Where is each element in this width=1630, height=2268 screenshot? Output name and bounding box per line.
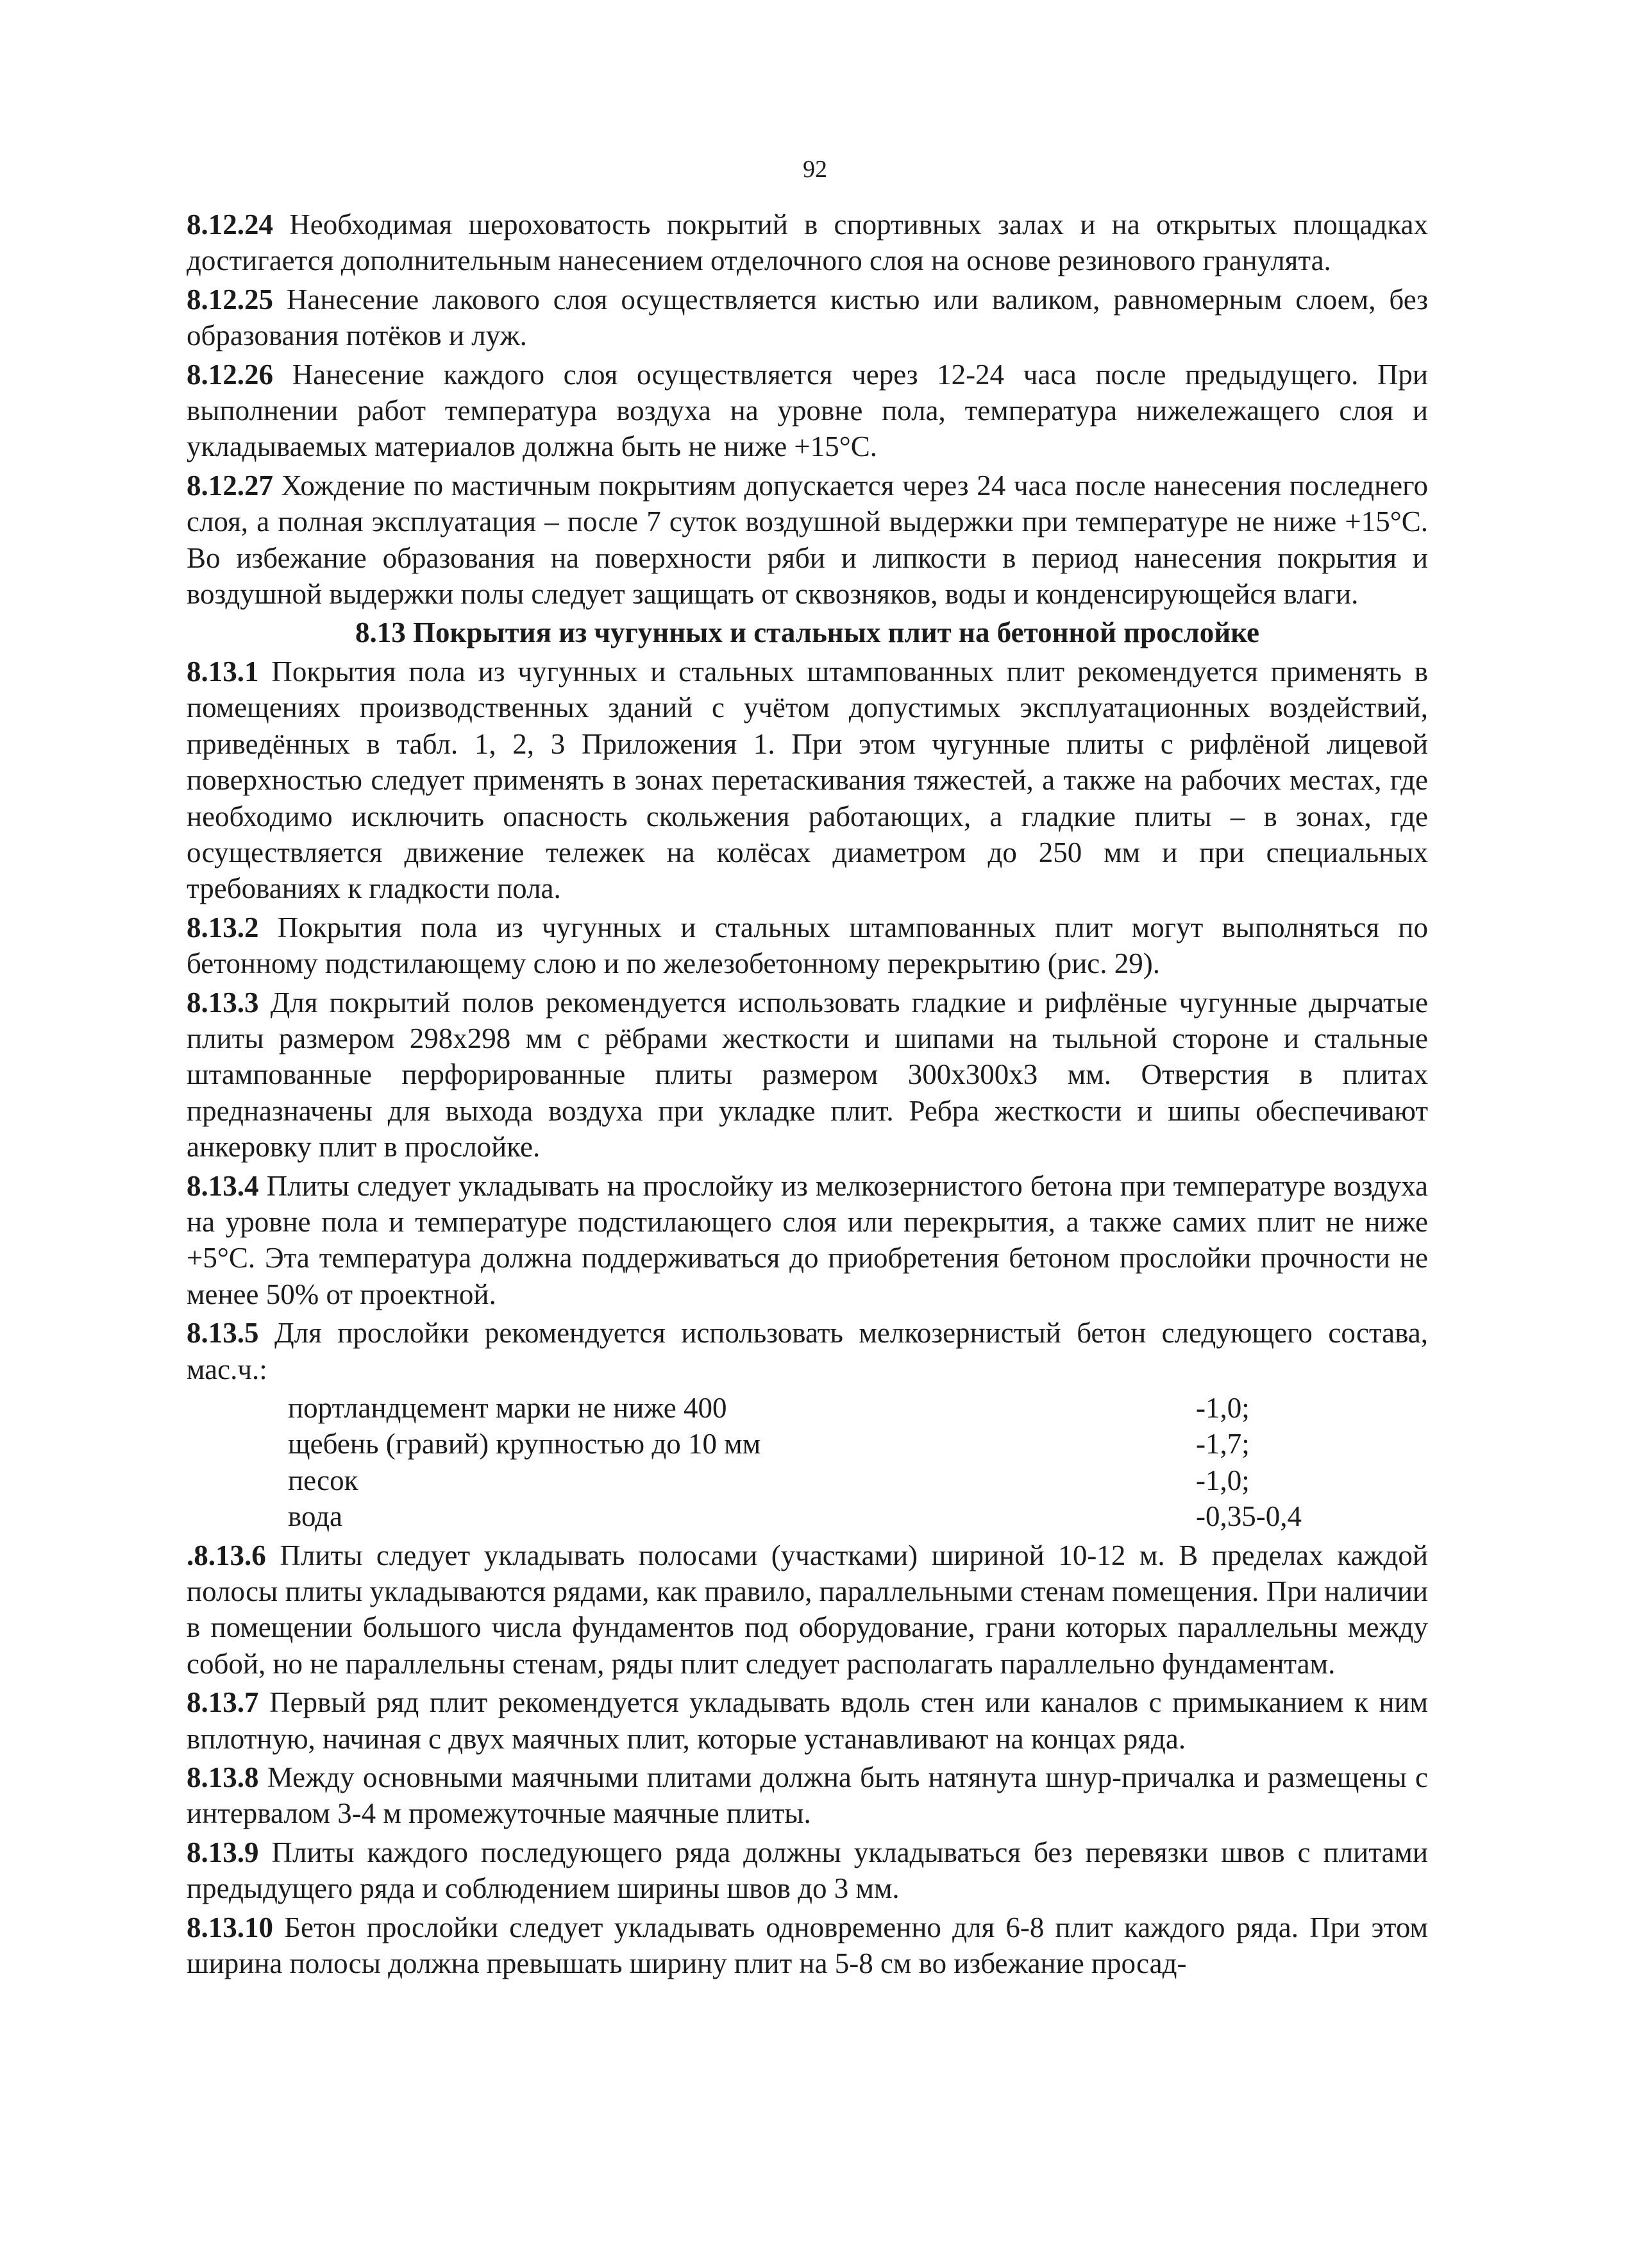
mix-row [187, 1426, 1428, 1462]
mix-ratio: -1,7; [1196, 1428, 1250, 1460]
paragraph-text: Нанесение каждого слоя осуществляется через 12-24 часа после предыдущего. При выполнении работ температура воздуха на уровне пола, температура нижележащего слоя и укладываемых материалов должна быть не ниже +15°С. [187, 358, 1428, 463]
mix-composition-list [187, 1390, 1428, 1535]
clause-number: 8.13.3 [187, 986, 259, 1019]
page-number: 92 [803, 156, 827, 183]
paragraph [187, 468, 1428, 613]
paragraph [187, 985, 1428, 1165]
mix-ratio: -1,0; [1196, 1392, 1250, 1424]
clause-number: 8.12.25 [187, 283, 273, 316]
paragraph [187, 1537, 1428, 1682]
paragraph-text: Хождение по мастичным покрытиям допускается через 24 часа после нанесения последнего слоя, а полная эксплуатация – после 7 суток воздушной выдержки при температуре не ниже +15°С. Во избежание образования на поверхности ряби и липкости в период нанесения покрытия и воздушной выдержки полы следует защищать от сквозняков, воды и конденсирующейся влаги. [187, 469, 1428, 611]
section-heading: 8.13 Покрытия из чугунных и стальных плит на бетонной прослойке [355, 616, 1260, 649]
paragraph-text: Необходимая шероховатость покрытий в спортивных залах и на открытых площадках достигается дополнительным нанесением отделочного слоя на основе резинового гранулята. [187, 208, 1428, 277]
paragraph-text: Плиты следует укладывать на прослойку из мелкозернистого бетона при температуре воздуха на уровне пола и температуре подстилающего слоя или перекрытия, а также самих плит не ниже +5°С. Эта температура должна поддерживаться до приобретения бетоном прослойки прочности не менее 50% от проектной. [187, 1169, 1428, 1310]
mix-component: песок [288, 1464, 358, 1496]
paragraph [187, 1759, 1428, 1832]
paragraph [187, 357, 1428, 465]
mix-row [187, 1498, 1428, 1534]
paragraph-text: Первый ряд плит рекомендуется укладывать вдоль стен или каналов с примыканием к ним вплотную, начиная с двух маячных плит, которые устанавливают на концах ряда. [187, 1686, 1428, 1755]
paragraph-text: Для покрытий полов рекомендуется использовать гладкие и рифлёные чугунные дырчатые плиты размером 298х298 мм с рёбрами жесткости и шипами на тыльной стороне и стальные штампованные перфорированные плиты размером 300х300х3 мм. Отверстия в плитах предназначены для выхода воздуха при укладке плит. Ребра жесткости и шипы обеспечивают анкеровку плит в прослойке. [187, 986, 1428, 1164]
document-body [187, 207, 1428, 1985]
mix-component: вода [288, 1500, 343, 1533]
paragraph [187, 654, 1428, 907]
paragraph-text: Бетон прослойки следует укладывать одновременно для 6-8 плит каждого ряда. При этом ширина полосы должна превышать ширину плит на 5-8 см во избежание просад- [187, 1911, 1428, 1980]
paragraph-text: Покрытия пола из чугунных и стальных штампованных плит могут выполняться по бетонному подстилающему слою и по железобетонному перекрытию (рис. 29). [187, 911, 1428, 980]
paragraph [187, 282, 1428, 354]
mix-ratio: -1,0; [1196, 1464, 1250, 1496]
mix-component: портландцемент марки не ниже 400 [288, 1392, 727, 1424]
clause-number: 8.12.24 [187, 208, 273, 241]
clause-number: 8.13.1 [187, 655, 259, 688]
mix-row [187, 1462, 1428, 1498]
clause-number: 8.13.7 [187, 1686, 259, 1719]
clause-number: 8.13.10 [187, 1911, 273, 1943]
paragraph [187, 207, 1428, 279]
paragraph-text: Покрытия пола из чугунных и стальных штампованных плит рекомендуется применять в помещениях производственных зданий с учётом допустимых эксплуатационных воздействий, приведённых в табл. 1, 2, 3 Приложения 1. При этом чугунные плиты с рифлёной лицевой поверхностью следует применять в зонах перетаскивания тяжестей, а также на рабочих местах, где необходимо исключить опасность скольжения работающих, а гладкие плиты – в зонах, где осуществляется движение тележек на колёсах диаметром до 250 мм и при специальных требованиях к гладкости пола. [187, 655, 1428, 905]
clause-number: 8.13.4 [187, 1169, 259, 1202]
paragraph-text: Плиты каждого последующего ряда должны укладываться без перевязки швов с плитами предыдущего ряда и соблюдением ширины швов до 3 мм. [187, 1836, 1428, 1905]
paragraph-text: Плиты следует укладывать полосами (участками) шириной 10-12 м. В пределах каждой полосы плиты укладываются рядами, как правило, параллельными стенам помещения. При наличии в помещении большого числа фундаментов под оборудование, грани которых параллельны между собой, но не параллельны стенам, ряды плит следует располагать параллельно фундаментам. [187, 1539, 1428, 1680]
clause-number: 8.13.9 [187, 1836, 259, 1868]
clause-number: 8.13.5 [187, 1317, 259, 1350]
paragraph [187, 910, 1428, 982]
mix-row [187, 1390, 1428, 1426]
clause-number: 8.12.26 [187, 358, 273, 391]
paragraph-text: Между основными маячными плитами должна быть натянута шнур-причалка и размещены с интервалом 3-4 м промежуточные маячные плиты. [187, 1761, 1428, 1830]
paragraph [187, 1315, 1428, 1387]
mix-ratio: -0,35-0,4 [1196, 1500, 1302, 1533]
paragraph-text: Для прослойки рекомендуется использовать мелкозернистый бетон следующего состава, мас.ч.: [187, 1317, 1428, 1385]
paragraph [187, 1168, 1428, 1313]
paragraph-text: Нанесение лакового слоя осуществляется кистью или валиком, равномерным слоем, без образования потёков и луж. [187, 283, 1428, 352]
paragraph [187, 1834, 1428, 1907]
clause-number: .8.13.6 [187, 1539, 266, 1571]
clause-number: 8.12.27 [187, 469, 273, 502]
clause-number: 8.13.8 [187, 1761, 259, 1794]
mix-component: щебень (гравий) крупностью до 10 мм [288, 1428, 761, 1460]
clause-number: 8.13.2 [187, 911, 259, 944]
paragraph [187, 1909, 1428, 1982]
paragraph [187, 1684, 1428, 1757]
